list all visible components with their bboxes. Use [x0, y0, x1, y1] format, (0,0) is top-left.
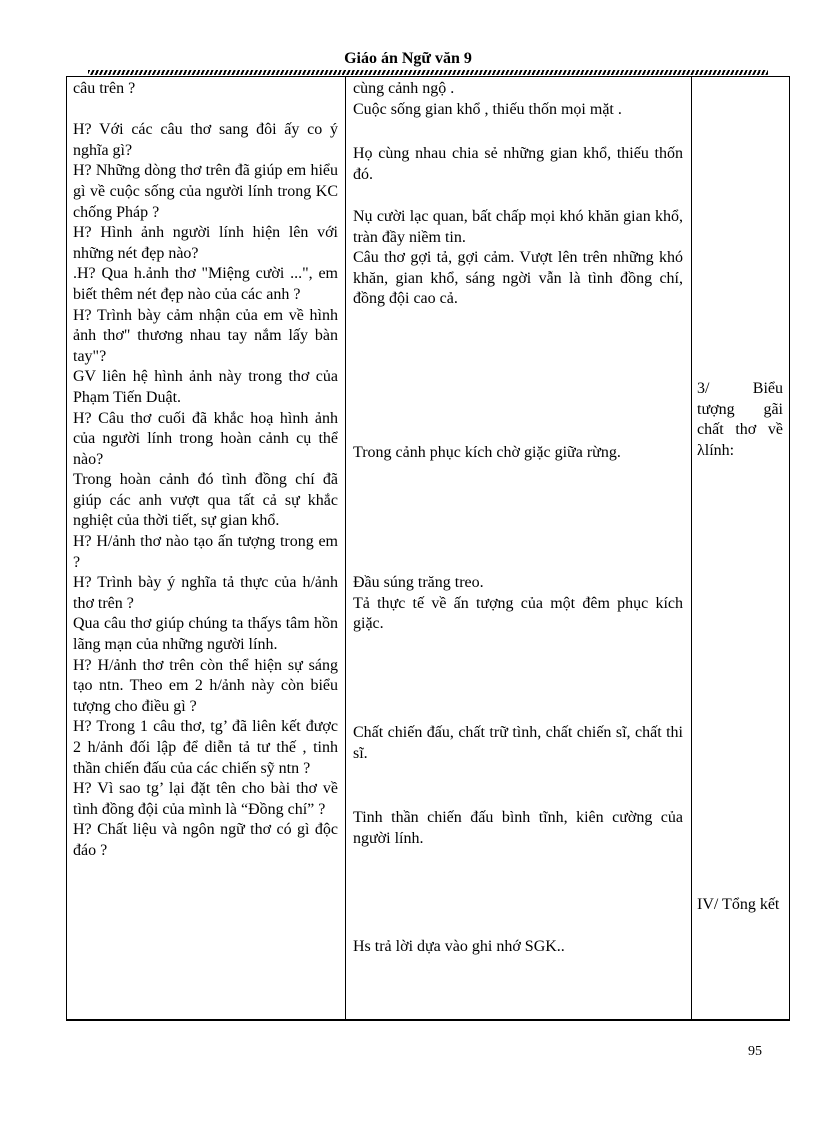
question-text: H? H/ảnh thơ trên còn thể hiện sự sáng tạo ntn. Theo em 2 h/ảnh này còn biểu tượng cho điều gì ?	[73, 656, 338, 715]
question-text: Qua câu thơ giúp chúng ta thấys tâm hồn lãng mạn của những người lính.	[73, 615, 338, 654]
question-text: câu trên ?	[73, 80, 136, 97]
answer-text: Câu thơ gợi tả, gợi cảm. Vượt lên trên những khó khăn, gian khổ, sáng ngời vẫn là tình đồng chí, đồng đội cao cả.	[353, 249, 683, 308]
document-header-title: Giáo án Ngữ văn 9	[344, 50, 472, 67]
blank-line	[73, 100, 338, 121]
answer-block	[353, 937, 683, 958]
question-text: H? Vì sao tg’ lại đặt tên cho bài thơ về tình đồng đội của mình là “Đồng chí” ?	[73, 780, 338, 818]
question-text: H? Trong 1 câu thơ, tg’ đã liên kết được 2 h/ảnh đối lập để diễn tả tư thế , tinh thần chiến đấu của các chiến sỹ ntn ?	[73, 718, 338, 777]
answer-block	[353, 207, 683, 310]
question-text: H? H/ảnh thơ nào tạo ấn tượng trong em ?	[73, 533, 338, 571]
answer-text: Họ cùng nhau chia sẻ những gian khổ, thiếu thốn đó.	[353, 145, 683, 183]
section-heading	[697, 895, 783, 916]
lesson-table	[66, 76, 790, 1021]
question-text: H? Với các câu thơ sang đôi ấy co ý nghĩa gì?	[73, 121, 338, 159]
answer-text: Đầu súng trăng treo.	[353, 574, 484, 591]
answer-block	[353, 723, 683, 764]
questions-column	[73, 79, 338, 862]
question-text: H? Câu thơ cuối đã khắc hoạ hình ảnh của người lính trong hoàn cảnh cụ thể nào?	[73, 409, 338, 468]
question-text: H? Chất liệu và ngôn ngữ thơ có gì độc đáo ?	[73, 821, 338, 859]
question-text: H? Trình bày cảm nhận của em về hình ảnh thơ" thương nhau tay nắm lấy bàn tay"?	[73, 306, 338, 365]
answer-text: Tinh thần chiến đấu bình tĩnh, kiên cường của người lính.	[353, 809, 683, 847]
answer-block	[353, 573, 683, 635]
answer-text: cùng cảnh ngộ .	[353, 80, 455, 97]
header-decorative-rule	[88, 70, 768, 75]
page-number: 95	[748, 1044, 762, 1059]
answer-text: Hs trả lời dựa vào ghi nhớ SGK..	[353, 938, 565, 955]
question-text: Trong hoàn cảnh đó tình đồng chí đã giúp các anh vượt qua tất cả sự khắc nghiệt của thời tiết, sự gian khổ.	[73, 471, 338, 530]
question-text: H? Trình bày ý nghĩa tả thực của h/ảnh thơ trên ?	[73, 574, 338, 612]
answer-text: Chất chiến đấu, chất trữ tình, chất chiến sĩ, chất thi sĩ.	[353, 724, 683, 762]
question-text: H? Những dòng thơ trên đã giúp em hiểu gì về cuộc sống của người lính trong KC chống Pháp ?	[73, 162, 338, 221]
answer-text: Tả thực tế về ấn tượng của một đêm phục kích giặc.	[353, 594, 683, 633]
answer-block	[353, 443, 683, 464]
answer-text: Nụ cười lạc quan, bất chấp mọi khó khăn gian khổ, tràn đầy niềm tin.	[353, 208, 683, 246]
section-heading	[697, 379, 783, 461]
question-text: GV liên hệ hình ảnh này trong thơ của Phạm Tiến Duật.	[73, 368, 338, 406]
answer-text: Cuộc sống gian khổ , thiếu thốn mọi mặt .	[353, 100, 622, 118]
section-heading-text: IV/ Tổng kết	[697, 896, 780, 913]
section-heading-text: 3/ Biểu tượng gãi chất thơ về λlính:	[697, 380, 783, 459]
answer-block	[353, 808, 683, 849]
question-text: H? Hình ảnh người lính hiện lên với những nét đẹp nào?	[73, 224, 338, 262]
answer-block	[353, 79, 683, 120]
column-divider-1	[345, 77, 346, 1019]
answer-block	[353, 144, 683, 185]
column-divider-2	[691, 77, 692, 1019]
answer-text: Trong cảnh phục kích chờ giặc giữa rừng.	[353, 444, 621, 461]
question-text: .H? Qua h.ảnh thơ "Miệng cười ...", em biết thêm nét đẹp nào của các anh ?	[73, 265, 338, 303]
